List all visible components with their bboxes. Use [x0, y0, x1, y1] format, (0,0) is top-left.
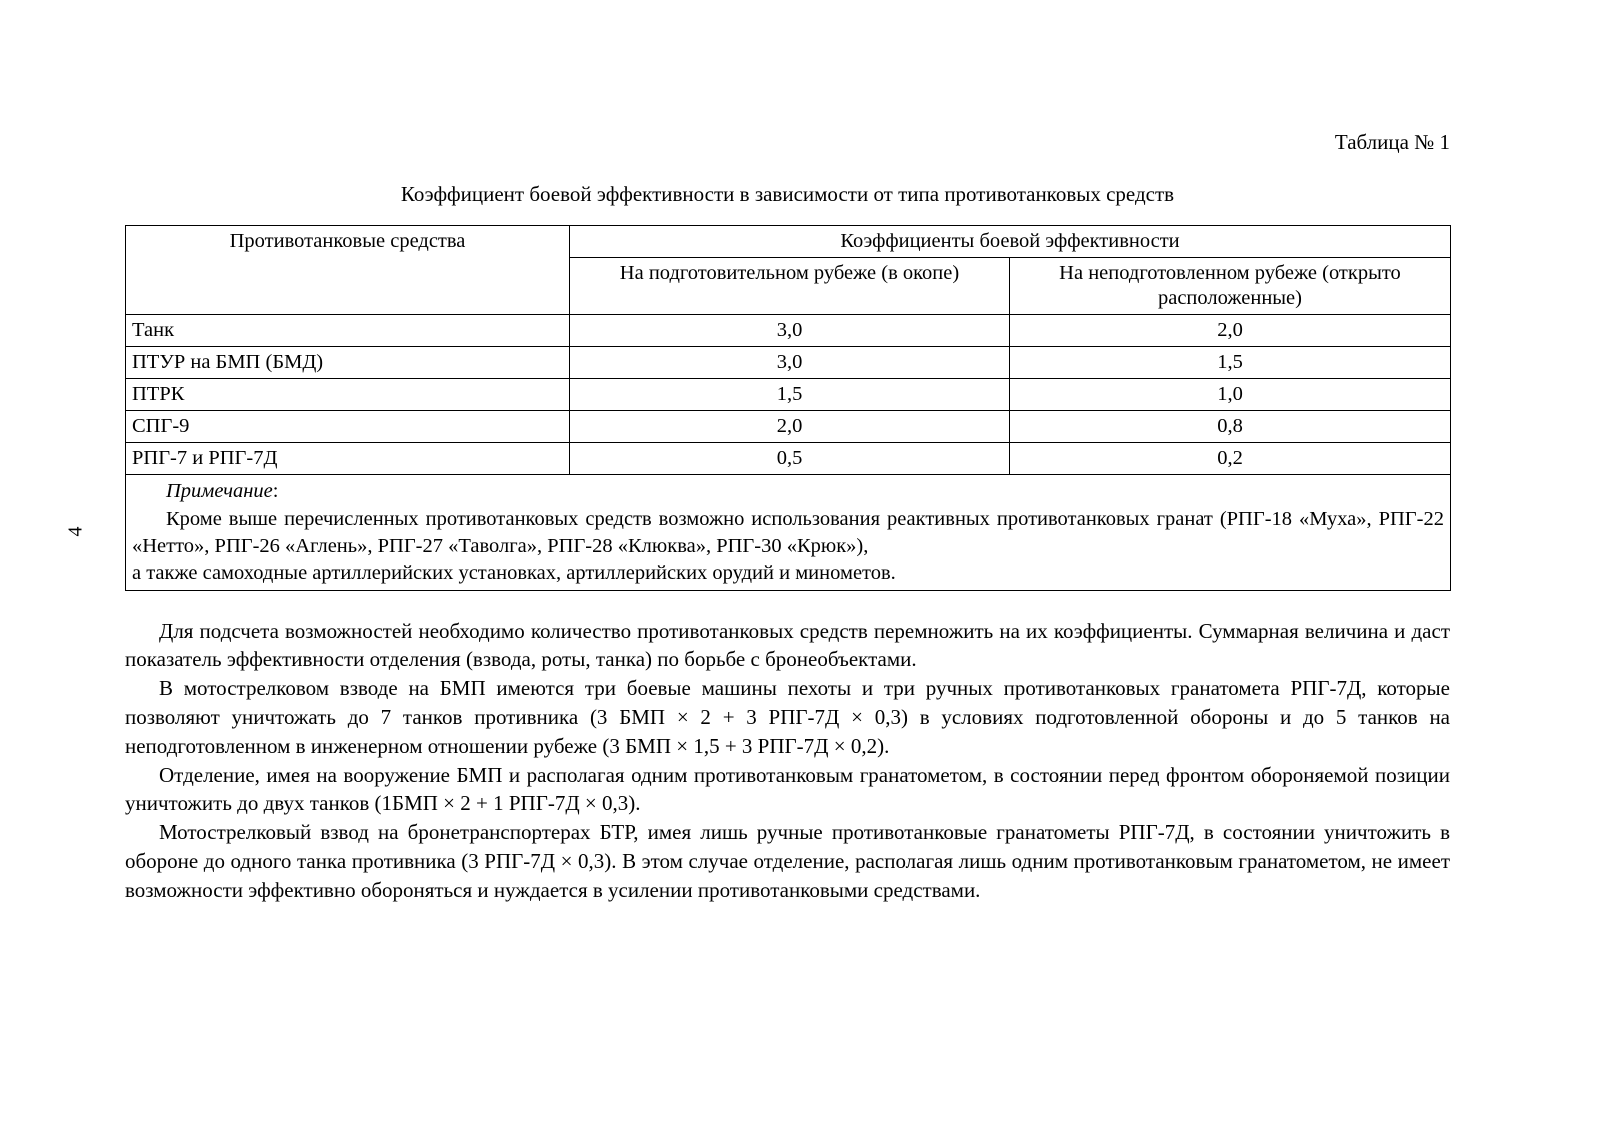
row-name: ПТРК	[126, 379, 570, 411]
row-unprepared-value: 0,8	[1010, 411, 1451, 443]
header-unprepared-line: На неподготовленном рубеже (открыто расположенные)	[1010, 258, 1451, 315]
row-prepared-value: 2,0	[570, 411, 1010, 443]
table-row	[126, 315, 1451, 347]
page-content	[125, 130, 1450, 904]
table-row	[126, 411, 1451, 443]
header-coefficients-group: Коэффициенты боевой эффективности	[570, 226, 1451, 258]
note-title-wrap	[166, 478, 1444, 505]
row-name: РПГ-7 и РПГ-7Д	[126, 443, 570, 475]
row-name: СПГ-9	[126, 411, 570, 443]
table-body	[126, 315, 1451, 590]
header-antitank-means: Противотанковые средства	[126, 226, 570, 315]
page-number: 4	[64, 526, 87, 537]
table-note-row	[126, 475, 1451, 590]
paragraph-4: Мотострелковый взвод на бронетранспортерах БТР, имея лишь ручные противотанковые гранатометы РПГ-7Д, в состоянии уничтожить в обороне до одного танка противника (3 РПГ-7Д × 0,3). В этом случае отделение, располагая лишь одним противотанковым гранатометом, не имеет возможности эффективно обороняться и нуждается в усилении противотанковыми средствами.	[125, 820, 1450, 902]
header-prepared-line: На подготовительном рубеже (в окопе)	[570, 258, 1010, 315]
body-text	[125, 617, 1450, 905]
paragraph-3: Отделение, имея на вооружение БМП и располагая одним противотанковым гранатометом, в состоянии перед фронтом обороняемой позиции уничтожить до двух танков (1БМП × 2 + 1 РПГ-7Д × 0,3).	[125, 762, 1450, 816]
paragraph-2: В мотострелковом взводе на БМП имеются три боевые машины пехоты и три ручных противотанковых гранатомета РПГ-7Д, которые позволяют уничтожать до 7 танков противника (3 БМП × 2 + 3 РПГ-7Д × 0,3) в условиях подготовленной обороны и до 5 танков на неподготовленном в инженерном отношении рубеже (3 БМП × 1,5 + 3 РПГ-7Д × 0,2).	[125, 676, 1450, 758]
row-prepared-value: 3,0	[570, 347, 1010, 379]
table-note	[126, 475, 1451, 590]
table-header	[126, 226, 1451, 315]
table-title: Коэффициент боевой эффективности в зависимости от типа противотанковых средств	[400, 182, 1175, 207]
table-label: Таблица № 1	[1334, 130, 1450, 154]
row-unprepared-value: 1,0	[1010, 379, 1451, 411]
row-unprepared-value: 2,0	[1010, 315, 1451, 347]
row-name: ПТУР на БМП (БМД)	[126, 347, 570, 379]
table-row	[126, 347, 1451, 379]
row-prepared-value: 0,5	[570, 443, 1010, 475]
table-row	[126, 379, 1451, 411]
note-line-2: а также самоходные артиллерийских установках, артиллерийских орудий и минометов.	[132, 561, 896, 584]
row-name: Танк	[126, 315, 570, 347]
row-unprepared-value: 1,5	[1010, 347, 1451, 379]
row-prepared-value: 3,0	[570, 315, 1010, 347]
note-title-colon: :	[272, 480, 279, 503]
row-unprepared-value: 0,2	[1010, 443, 1451, 475]
note-line-1: Кроме выше перечисленных противотанковых средств возможно использования реактивных противотанковых гранат (РПГ-18 «Муха», РПГ-22 «Нетто», РПГ-26 «Аглень», РПГ-27 «Таволга», РПГ-28 «Клюква», РПГ-30 «Крюк»),	[132, 508, 1444, 558]
note-title: Примечание	[166, 480, 273, 503]
table-row	[126, 443, 1451, 475]
combat-effectiveness-table	[125, 225, 1451, 590]
table-header-row-top	[126, 226, 1451, 258]
paragraph-1: Для подсчета возможностей необходимо количество противотанковых средств перемножить на их коэффициенты. Суммарная величина и даст показатель эффективности отделения (взвода, роты, танка) по борьбе с бронеобъектами.	[125, 618, 1450, 672]
row-prepared-value: 1,5	[570, 379, 1010, 411]
